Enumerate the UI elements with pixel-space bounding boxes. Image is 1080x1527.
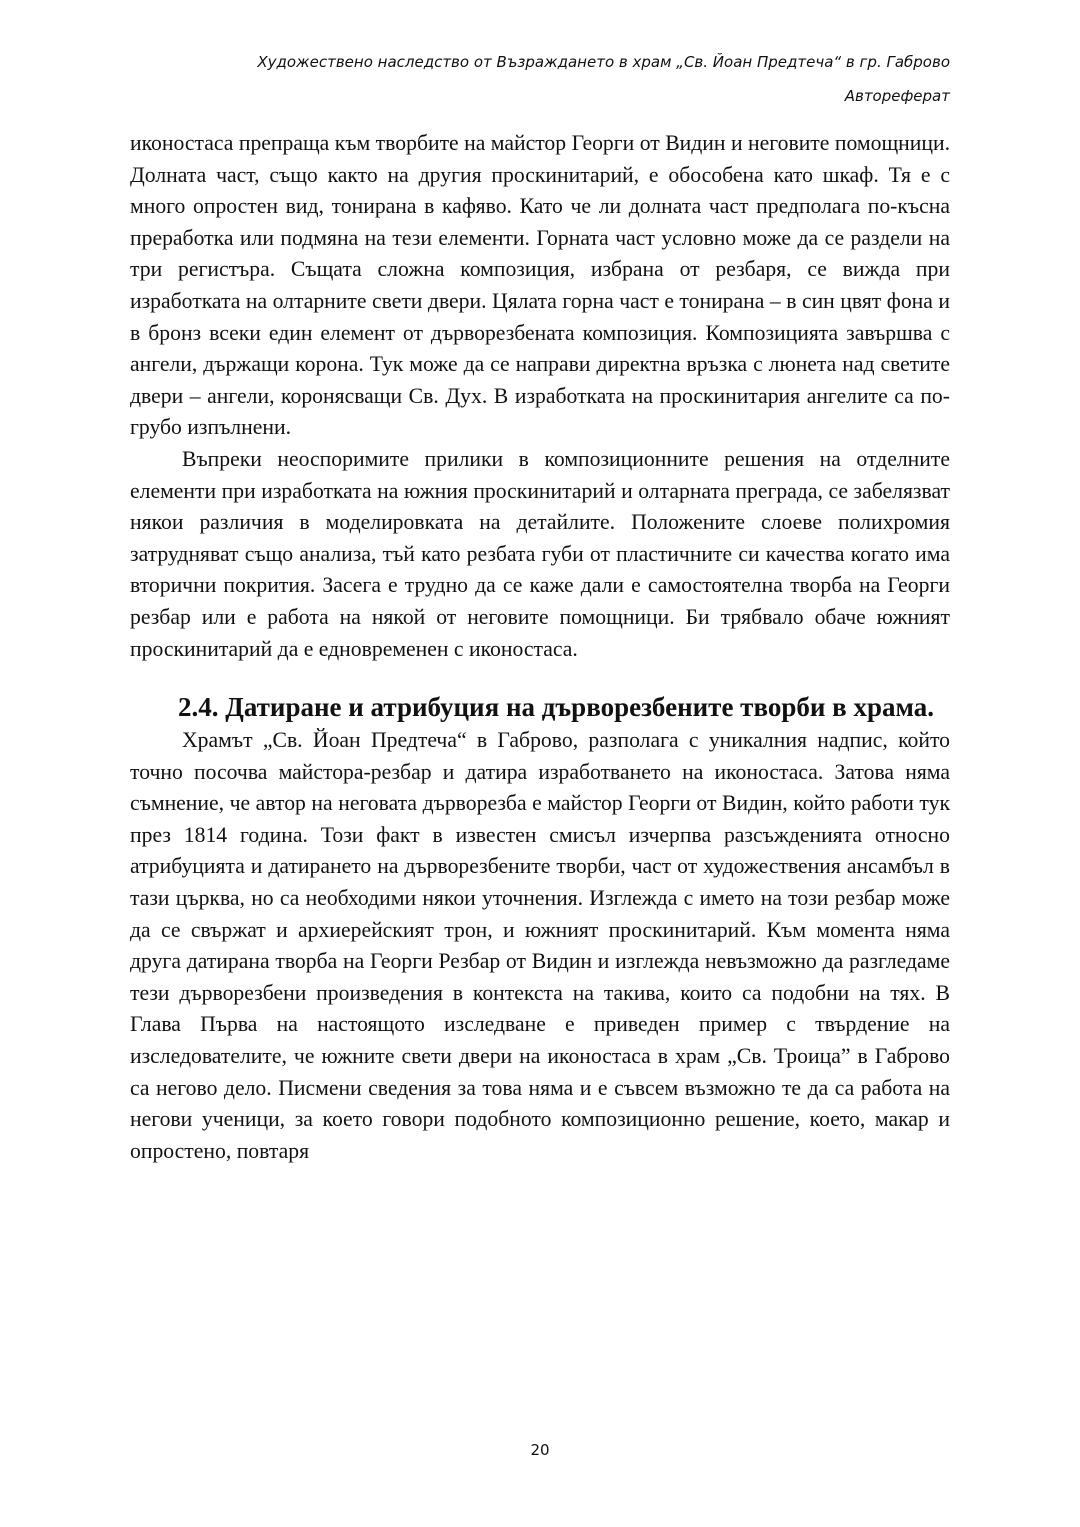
paragraph: Въпреки неоспоримите прилики в композиционните решения на отделните елементи при изработката на южния проскинитарий и олтарната преграда, се забелязват някои различия в моделировката на детайлите. Положените слоеве полихромия затрудняват също анализа, тъй като резбата губи от пластичните си качества когато има вторични покрития. Засега е трудно да се каже дали е самостоятелна творба на Георги резбар или е работа на някой от неговите помощници. Би трябвало обаче южният проскинитарий да е едновременен с иконостаса. [130,446,950,661]
page-number: 20 [530,1441,550,1459]
running-header-subtitle: Автореферат [844,87,950,105]
section-heading: 2.4. Датиране и атрибуция на дърворезбените творби в храма. [178,692,934,723]
body-text [130,128,950,1167]
running-header-title: Художествено наследство от Възраждането в храм „Св. Йоан Предтеча“ в гр. Габрово [257,53,950,71]
paragraph-continued: иконостаса препраща към творбите на майстор Георги от Видин и неговите помощници. Долната част, също както на другия проскинитарий, е обособена като шкаф. Тя е с много опростен вид, тонирана в кафяво. Като че ли долната част предполага по-късна преработка или подмяна на тези елементи. Горната част условно може да се раздели на три регистъра. Същата сложна композиция, избрана от резбаря, се вижда при изработката на олтарните свети двери. Цялата горна част е тонирана – в син цвят фона и в бронз всеки един елемент от дърворезбената композиция. Композицията завършва с ангели, държащи корона. Тук може да се направи директна връзка с люнета над светите двери – ангели, коронясващи Св. Дух. В изработката на проскинитария ангелите са по-грубо изпълнени. [130,131,950,440]
paragraph: Храмът „Св. Йоан Предтеча“ в Габрово, разполага с уникалния надпис, който точно посочва майстора-резбар и датира изработването на иконостаса. Затова няма съмнение, че автор на неговата дърворезба е майстор Георги от Видин, който работи тук през 1814 година. Този факт в известен смисъл изчерпва разсъжденията относно атрибуцията и датирането на дърворезбените творби, част от художествения ансамбъл в тази църква, но са необходими някои уточнения. Изглежда с името на този резбар може да се свържат и архиерейският трон, и южният проскинитарий. Към момента няма друга датирана творба на Георги Резбар от Видин и изглежда невъзможно да разгледаме тези дърворезбени произведения в контекста на такива, които са подобни на тях. В Глава Първа на настоящото изследване е приведен пример с твърдение на изследователите, че южните свети двери на иконостаса в храм „Св. Троица” в Габрово са негово дело. Писмени сведения за това няма и е съвсем възможно те да са работа на негови ученици, за което говори подобното композиционно решение, което, макар и опростено, повтаря [130,728,950,1163]
